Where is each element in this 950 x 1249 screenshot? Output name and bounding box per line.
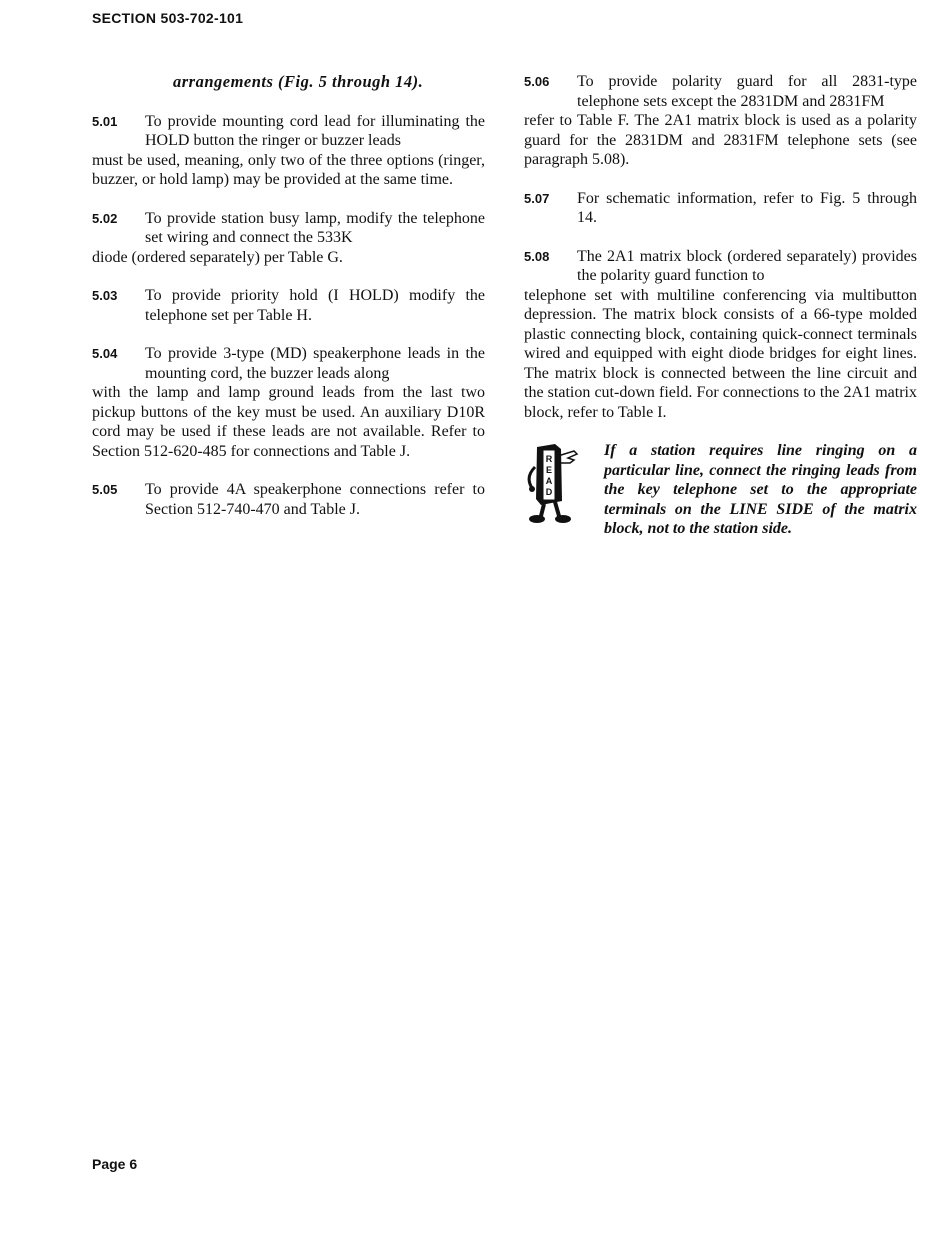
paragraph-lead: For schematic information, refer to Fig. 5 through 14. (577, 189, 917, 226)
paragraph-5-03 (92, 286, 485, 325)
paragraph-rest: refer to Table F. The 2A1 matrix block is used as a polarity guard for the 2831DM and 2831FM telephone sets (see paragraph 5.08). (524, 112, 917, 168)
continued-text: arrangements (Fig. 5 through 14). (173, 72, 424, 91)
paragraph-number: 5.02 (92, 210, 118, 226)
paragraph-rest: diode (ordered separately) per Table G. (92, 248, 343, 266)
paragraph-5-08 (524, 247, 917, 423)
paragraph-5-06 (524, 72, 917, 170)
paragraph-5-05 (92, 480, 485, 519)
svg-text:A: A (545, 476, 553, 486)
paragraph-number: 5.01 (92, 113, 118, 129)
page-number: Page 6 (92, 1156, 138, 1172)
svg-text:E: E (545, 465, 553, 475)
note-text: If a station requires line ringing on a particular line, connect the ringing leads from the key telephone set to the appropriate terminals on the LINE SIDE of the matrix block, not to the station side. (604, 442, 917, 537)
paragraph-number: 5.03 (92, 288, 118, 303)
read-mascot-icon (524, 441, 580, 525)
paragraph-lead: To provide 4A speakerphone connections refer to Section 512-740-470 and Table J. (145, 481, 485, 518)
left-column (92, 72, 485, 538)
svg-text:R: R (545, 454, 553, 464)
paragraph-5-01 (92, 112, 485, 190)
paragraph-lead: The 2A1 matrix block (ordered separately) provides the polarity guard function to (577, 247, 917, 284)
paragraph-rest: telephone set with multiline conferencing via multibutton depression. The matrix block consists of a 66-type molded plastic connecting block, containing quick-connect terminals wired and equipped with eight diode bridges for eight lines. The matrix block is connected between the line circuit and the station cut-down field. For connections to the 2A1 matrix block, refer to Table I. (524, 286, 917, 421)
paragraph-5-07 (524, 189, 917, 228)
svg-text:D: D (545, 487, 553, 497)
paragraph-lead: To provide station busy lamp, modify the telephone set wiring and connect the 533K (145, 209, 485, 246)
paragraph-rest: with the lamp and lamp ground leads from the last two pickup buttons of the key must be used. An auxiliary D10R cord may be used if these leads are not available. Refer to Section 512-620-485 for connections and Table J. (92, 384, 485, 460)
paragraph-5-04 (92, 344, 485, 461)
paragraph-rest: must be used, meaning, only two of the three options (ringer, buzzer, or hold lamp) may be provided at the same time. (92, 151, 485, 188)
right-column (524, 72, 917, 571)
paragraph-lead: To provide 3-type (MD) speakerphone leads in the mounting cord, the buzzer leads along (145, 345, 485, 382)
paragraph-5-02 (92, 209, 485, 268)
paragraph-number: 5.06 (524, 74, 550, 89)
read-note (524, 441, 917, 571)
paragraph-number: 5.04 (92, 346, 118, 361)
paragraph-number: 5.07 (524, 190, 550, 206)
paragraph-lead: To provide mounting cord lead for illuminating the HOLD button the ringer or buzzer leads (145, 112, 485, 149)
paragraph-lead: To provide priority hold (I HOLD) modify the telephone set per Table H. (145, 287, 485, 324)
section-header: SECTION 503-702-101 (92, 10, 244, 26)
paragraph-lead: To provide polarity guard for all 2831-type telephone sets except the 2831DM and 2831FM (577, 73, 917, 110)
paragraph-number: 5.08 (524, 248, 550, 264)
paragraph-number: 5.05 (92, 482, 118, 497)
